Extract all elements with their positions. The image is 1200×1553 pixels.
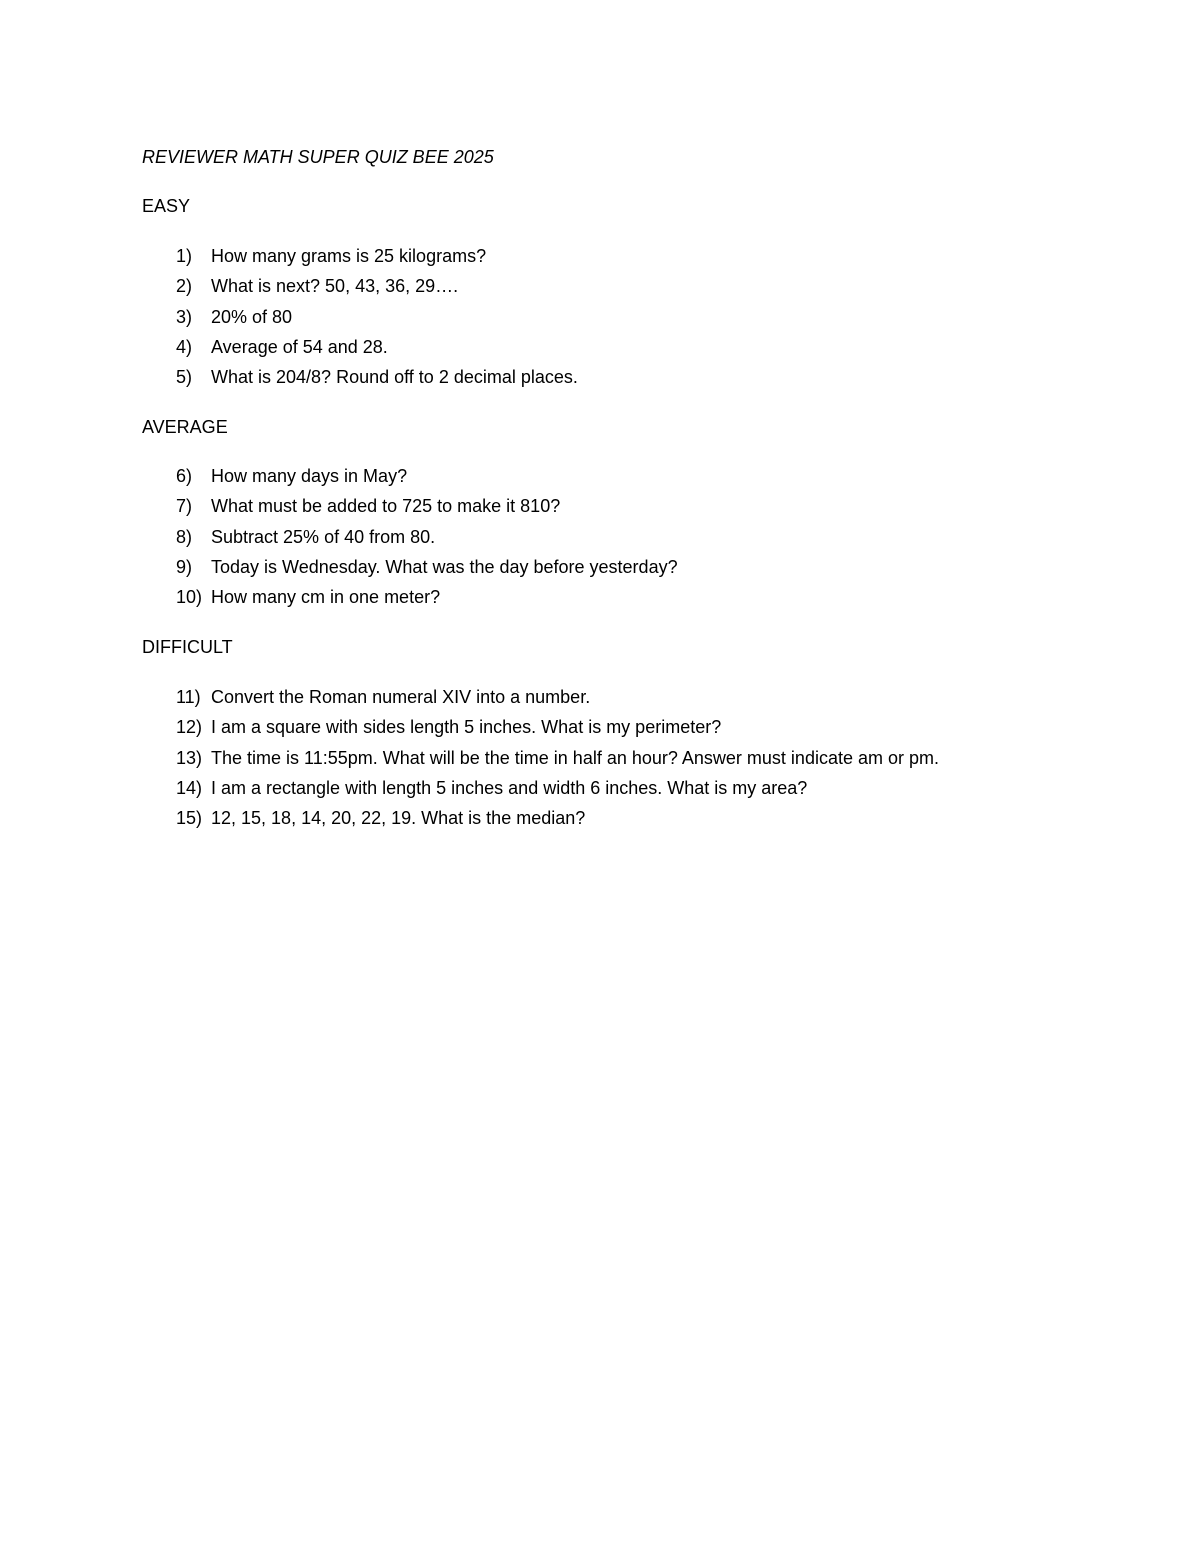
question-list-easy	[142, 244, 578, 395]
question-number: 13)	[176, 747, 203, 768]
question-item	[142, 746, 939, 776]
section-heading-difficult: DIFFICULT	[142, 637, 233, 657]
question-text: I am a square with sides length 5 inches. What is my perimeter?	[211, 717, 722, 738]
question-number: 1)	[176, 246, 193, 266]
question-text: Convert the Roman numeral XIV into a number.	[211, 687, 591, 707]
question-item	[142, 776, 939, 806]
question-number: 2)	[176, 276, 193, 297]
question-text: How many days in May?	[211, 466, 408, 486]
question-text: What must be added to 725 to make it 810?	[211, 496, 561, 517]
question-item	[142, 685, 939, 715]
question-text: How many cm in one meter?	[211, 587, 441, 608]
question-number: 10)	[176, 587, 203, 608]
question-text: Today is Wednesday. What was the day before yesterday?	[211, 556, 678, 577]
question-number: 9)	[176, 556, 193, 577]
question-list-average	[142, 464, 678, 615]
question-item	[142, 305, 578, 335]
question-number: 11)	[176, 687, 201, 707]
question-text: How many grams is 25 kilograms?	[211, 246, 487, 266]
question-text: What is 204/8? Round off to 2 decimal places.	[211, 367, 578, 388]
question-list-difficult	[142, 685, 939, 836]
question-item	[142, 274, 578, 304]
question-item	[142, 244, 578, 274]
question-text: Average of 54 and 28.	[211, 336, 388, 357]
question-item	[142, 525, 678, 555]
question-item	[142, 365, 578, 395]
question-text: What is next? 50, 43, 36, 29….	[211, 276, 459, 297]
question-item	[142, 715, 939, 745]
question-text: The time is 11:55pm. What will be the time in half an hour? Answer must indicate am or pm.	[211, 747, 939, 768]
question-item	[142, 806, 939, 836]
document-title: REVIEWER MATH SUPER QUIZ BEE 2025	[142, 147, 494, 167]
question-text: 20% of 80	[211, 306, 293, 327]
question-text: 12, 15, 18, 14, 20, 22, 19. What is the median?	[211, 808, 586, 829]
question-text: Subtract 25% of 40 from 80.	[211, 526, 436, 547]
question-number: 8)	[176, 526, 193, 547]
question-number: 4)	[176, 336, 193, 357]
question-text: I am a rectangle with length 5 inches and width 6 inches. What is my area?	[211, 777, 808, 798]
question-item	[142, 494, 678, 524]
question-item	[142, 464, 678, 494]
question-number: 15)	[176, 808, 203, 829]
section-heading-easy: EASY	[142, 196, 191, 216]
question-item	[142, 335, 578, 365]
question-number: 7)	[176, 496, 193, 517]
question-number: 14)	[176, 777, 203, 798]
question-number: 12)	[176, 717, 203, 738]
question-number: 5)	[176, 367, 193, 388]
question-number: 6)	[176, 466, 193, 486]
question-item	[142, 555, 678, 585]
question-item	[142, 585, 678, 615]
section-heading-average: AVERAGE	[142, 417, 228, 437]
question-number: 3)	[176, 306, 193, 327]
